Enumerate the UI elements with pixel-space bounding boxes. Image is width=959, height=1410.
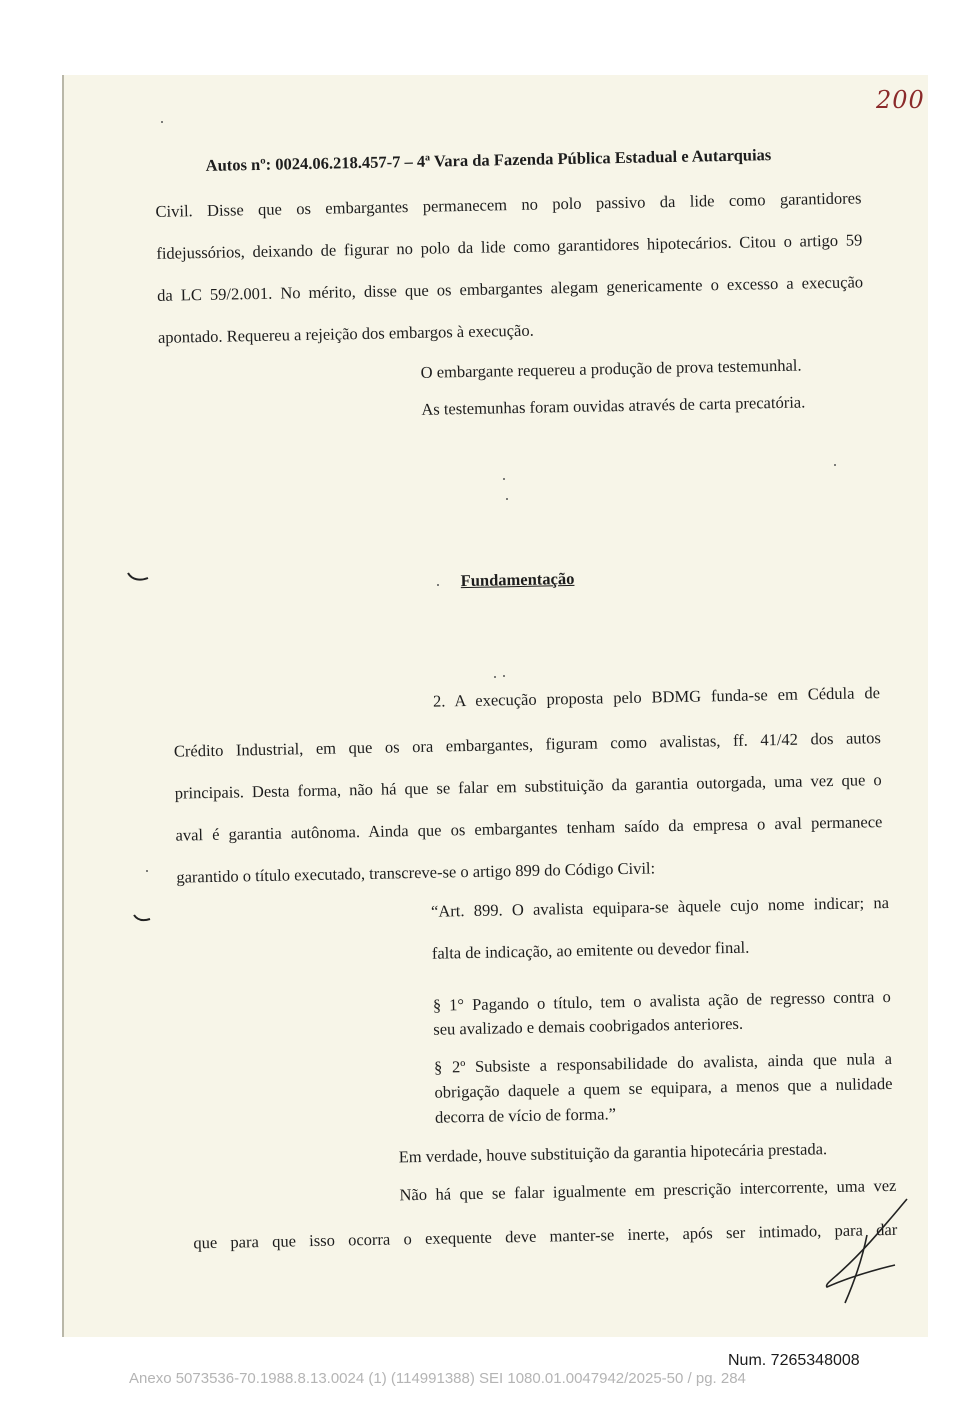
scan-speck (503, 675, 505, 677)
paragraph-line: que para que isso ocorra o exequente deve manter-se inerte, após ser intimado, para dar (193, 1219, 898, 1253)
quote-line: “Art. 899. O avalista equipara-se àquele cujo nome indicar; na (430, 892, 890, 921)
footer-reference: Anexo 5073536-70.1988.8.13.0024 (1) (114991388) SEI 1080.01.0047942/2025-50 / pg. 284 (129, 1370, 746, 1387)
paragraph-line: Civil. Disse que os embargantes permanecem no polo passivo da lide como garantidores (155, 188, 862, 221)
scan-speck (161, 121, 163, 123)
paragraph-line: da LC 59/2.001. No mérito, disse que os embargantes alegam genericamente o excesso a execução (156, 272, 864, 305)
paragraph-line: 2. A execução proposta pelo BDMG funda-se em Cédula de (432, 683, 881, 711)
quote-line: § 1° Pagando o título, tem o avalista ação de regresso contra o (432, 986, 891, 1015)
quote-line: seu avalizado e demais coobrigados anteriores. (433, 1013, 744, 1039)
scan-speck (146, 870, 148, 872)
sentence-substituicao: Em verdade, houve substituição da garantia hipotecária prestada. (398, 1139, 828, 1167)
paragraph-line: apontado. Requereu a rejeição dos embargos à execução. (157, 320, 534, 347)
quote-line: § 2º Subsiste a responsabilidade do avalista, ainda que nula a (433, 1048, 893, 1077)
margin-mark (132, 912, 152, 924)
scan-speck (437, 584, 439, 586)
paragraph-line: aval é garantia autônoma. Ainda que os embargantes tenham saído da empresa o aval permanece (175, 812, 883, 845)
scan-speck (503, 478, 505, 480)
paragraph-line: Não há que se falar igualmente em prescrição intercorrente, uma vez (399, 1175, 897, 1205)
scan-speck (494, 676, 496, 678)
quote-line: decorra de vício de forma.” (434, 1104, 617, 1127)
section-title: Fundamentação (460, 568, 575, 591)
signature-mark (815, 1195, 915, 1310)
paragraph-line: Crédito Industrial, em que os ora embargantes, figuram como avalistas, ff. 41/42 dos autos (173, 728, 881, 761)
scan-speck (834, 464, 836, 466)
paragraph-line: principais. Desta forma, não há que se falar em substituição da garantia outorgada, uma vez que o (174, 770, 882, 803)
document-number: Num. 7265348008 (728, 1352, 860, 1369)
case-header: Autos nº: 0024.06.218.457-7 – 4ª Vara da Fazenda Pública Estadual e Autarquias (205, 145, 772, 175)
folio-number: 200 (876, 86, 925, 114)
margin-mark (126, 570, 150, 584)
quote-line: falta de indicação, ao emitente ou devedor final. (431, 937, 750, 963)
scan-speck (506, 498, 508, 500)
sentence-testemunhas: As testemunhas foram ouvidas através de carta precatória. (421, 392, 806, 419)
paragraph-line: fidejussórios, deixando de figurar no polo da lide como garantidores hipotecários. Citou o artigo 59 (156, 230, 863, 263)
quote-line: obrigação daquele a quem se equipara, a menos que a nulidade (434, 1073, 893, 1102)
paragraph-line: garantido o título executado, transcreve-se o artigo 899 do Código Civil: (176, 858, 656, 887)
sentence-prova: O embargante requereu a produção de prova testemunhal. (420, 355, 802, 382)
